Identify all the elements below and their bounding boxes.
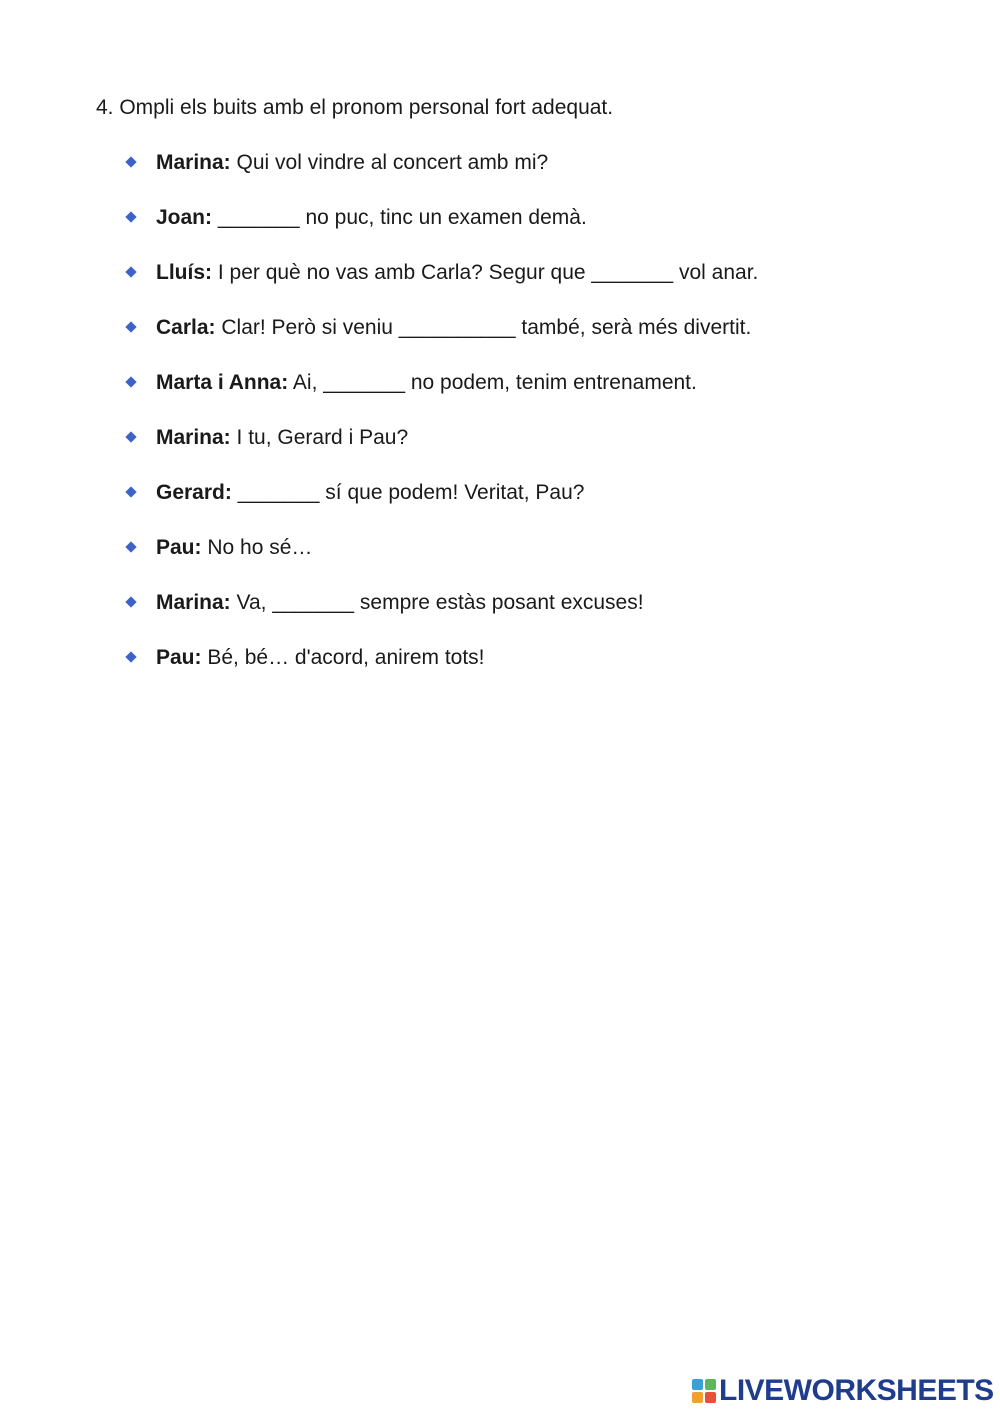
speaker-name: Lluís: [156, 261, 212, 284]
dialogue-sentence: Qui vol vindre al concert amb mi? [236, 151, 549, 174]
dialogue-line-text [156, 645, 485, 671]
dialogue-sentence: Ai, _______ no podem, tenim entrenament. [292, 371, 697, 394]
logo-wordmark: LIVEWORKSHEETS [719, 1374, 994, 1407]
speaker-name: Joan: [156, 206, 213, 229]
diamond-bullet-icon [125, 486, 136, 497]
diamond-bullet-icon [125, 211, 136, 222]
diamond-bullet-icon [125, 156, 136, 167]
dialogue-sentence: _______ sí que podem! Veritat, Pau? [237, 481, 585, 504]
speaker-name: Gerard: [156, 481, 232, 504]
liveworksheets-logo [692, 1374, 994, 1408]
speaker-name: Pau: [156, 536, 202, 559]
speaker-name: Marina: [156, 591, 231, 614]
logo-square [705, 1392, 716, 1403]
dialogue-line [0, 370, 1000, 396]
dialogue-sentence: No ho sé… [207, 536, 313, 559]
dialogue-line-text [156, 425, 408, 451]
dialogue-line-text [156, 480, 584, 506]
diamond-bullet-icon [125, 431, 136, 442]
dialogue-line [0, 425, 1000, 451]
dialogue-line [0, 535, 1000, 561]
dialogue-line-text [156, 260, 758, 286]
dialogue-line-text [156, 535, 312, 561]
dialogue-line [0, 590, 1000, 616]
dialogue-line-text [156, 370, 697, 396]
dialogue-line [0, 480, 1000, 506]
diamond-bullet-icon [125, 541, 136, 552]
dialogue-line [0, 150, 1000, 176]
dialogue-sentence: I tu, Gerard i Pau? [236, 426, 409, 449]
logo-square [692, 1379, 703, 1390]
logo-square [705, 1379, 716, 1390]
speaker-name: Marina: [156, 426, 231, 449]
logo-square [692, 1392, 703, 1403]
dialogue-sentence: Clar! Però si veniu __________ també, serà més divertit. [221, 316, 752, 339]
dialogue-sentence: I per què no vas amb Carla? Segur que _______ vol anar. [217, 261, 759, 284]
dialogue-line [0, 260, 1000, 286]
dialogue-line [0, 645, 1000, 671]
speaker-name: Marta i Anna: [156, 371, 289, 394]
dialogue-line [0, 315, 1000, 341]
dialogue-line-text [156, 315, 751, 341]
diamond-bullet-icon [125, 596, 136, 607]
speaker-name: Carla: [156, 316, 216, 339]
speaker-name: Marina: [156, 151, 231, 174]
exercise-instruction: 4. Ompli els buits amb el pronom personal fort adequat. [96, 96, 614, 119]
dialogue-line-text [156, 590, 644, 616]
dialogue-sentence: Bé, bé… d'acord, anirem tots! [207, 646, 485, 669]
dialogue-sentence: _______ no puc, tinc un examen demà. [217, 206, 587, 229]
dialogue-line-text [156, 150, 548, 176]
diamond-bullet-icon [125, 266, 136, 277]
dialogue-sentence: Va, _______ sempre estàs posant excuses! [236, 591, 644, 614]
liveworksheets-logo-icon [692, 1379, 716, 1403]
diamond-bullet-icon [125, 321, 136, 332]
dialogue-line [0, 205, 1000, 231]
dialogue-line-text [156, 205, 587, 231]
speaker-name: Pau: [156, 646, 202, 669]
diamond-bullet-icon [125, 651, 136, 662]
diamond-bullet-icon [125, 376, 136, 387]
